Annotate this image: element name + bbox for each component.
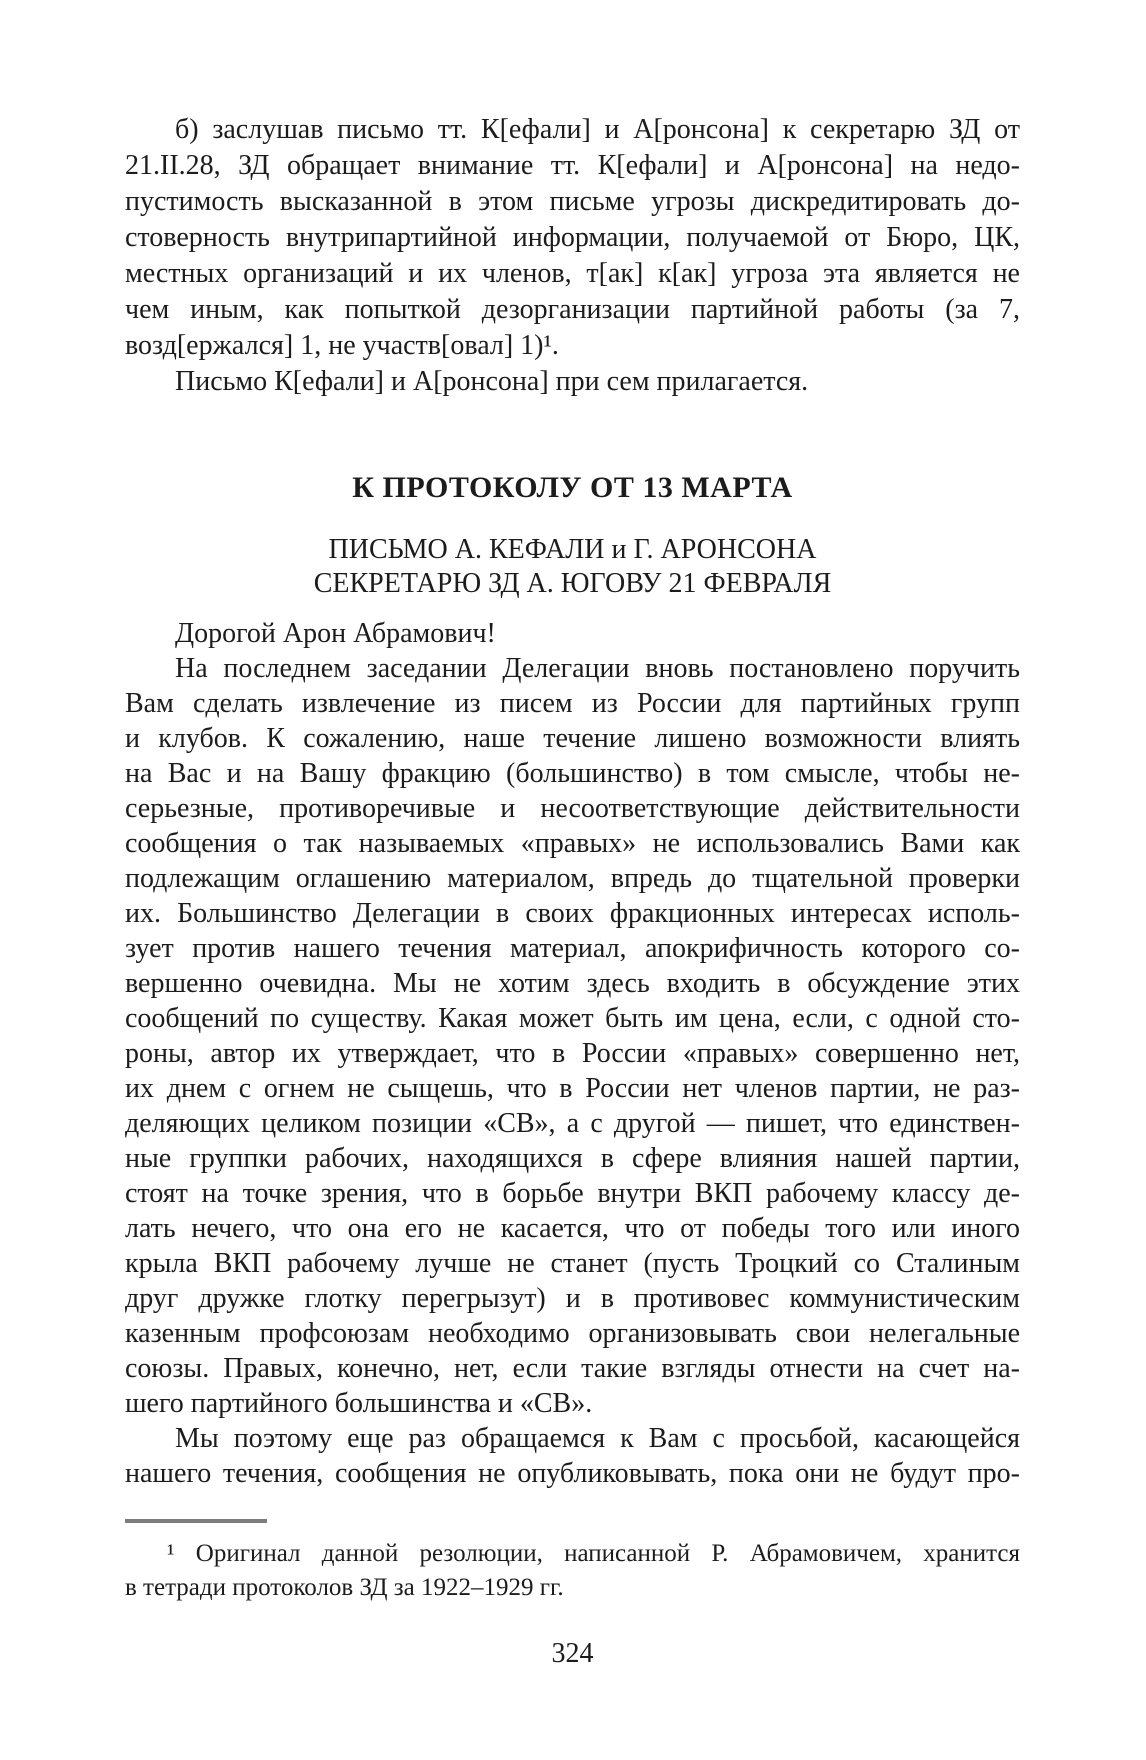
text-line: сообщения о так называемых «правых» не использовались Вами как (125, 828, 1020, 859)
text-line: стоят на точке зрения, что в борьбе внутри ВКП рабочему классу де- (125, 1178, 1020, 1209)
text-line: 21.II.28, ЗД обращает внимание тт. К[ефали] и А[ронсона] на недо- (125, 150, 1020, 181)
page-number: 324 (551, 1638, 594, 1669)
letter-body (125, 616, 1020, 1491)
text-line: чем иным, как попыткой дезорганизации партийной работы (за 7, (125, 294, 1020, 325)
text-line: стоверность внутрипартийной информации, получаемой от Бюро, ЦК, (125, 222, 1020, 253)
text-line: их днем с огнем не сыщешь, что в России нет членов партии, не раз- (125, 1073, 1020, 1104)
text-column (125, 112, 1020, 1671)
text-line: возд[ержался] 1, не участв[овал] 1)¹. (125, 330, 559, 361)
text-line: Дорогой Арон Абрамович! (175, 618, 496, 649)
text-line: Мы поэтому еще раз обращаемся к Вам с просьбой, касающейся (175, 1423, 1020, 1454)
text-line: крыла ВКП рабочему лучше не станет (пусть Троцкий со Сталиным (125, 1248, 1020, 1279)
text-line: Письмо К[ефали] и А[ронсона] при сем прилагается. (175, 366, 809, 397)
text-line: их. Большинство Делегации в своих фракционных интересах исполь- (125, 898, 1020, 929)
text-line: местных организаций и их членов, т[ак] к[ак] угроза эта является не (125, 258, 1020, 289)
footnote (125, 1537, 1020, 1605)
text-line: нашего течения, сообщения не опубликовывать, пока они не будут про- (125, 1458, 1020, 1489)
subheading-line: ПИСЬМО А. КЕФАЛИ и Г. АРОНСОНА (328, 534, 817, 565)
text-line: ¹ Оригинал данной резолюции, написанной Р. Абрамовичем, хранится (167, 1540, 1020, 1567)
text-line: пустимость высказанной в этом письме угрозы дискредитировать до- (125, 186, 1020, 217)
text-line: друг дружке глотку перегрызут) и в противовес коммунистическим (125, 1283, 1020, 1314)
text-line: ные группки рабочих, находящихся в сфере влияния нашей партии, (125, 1143, 1020, 1174)
text-line: Вам сделать извлечение из писем из России для партийных групп (125, 688, 1020, 719)
text-line: серьезные, противоречивые и несоответствующие действительности (125, 793, 1020, 824)
text-line: казенным профсоюзам необходимо организовывать свои нелегальные (125, 1318, 1020, 1349)
letter-subheading (125, 533, 1020, 601)
text-line: подлежащим оглашению материалом, впредь до тщательной проверки (125, 863, 1020, 894)
text-line: союзы. Правых, конечно, нет, если такие взгляды отнести на счет на- (125, 1353, 1020, 1384)
text-line: роны, автор их утверждает, что в России «правых» совершенно нет, (125, 1038, 1020, 1069)
text-line: лать нечего, что она его не касается, что от победы того или иного (125, 1213, 1020, 1244)
text-line: На последнем заседании Делегации вновь постановлено поручить (175, 653, 1020, 684)
resolution-paragraph (125, 112, 1020, 400)
text-line: вершенно очевидна. Мы не хотим здесь входить в обсуждение этих (125, 968, 1020, 999)
subheading-line: СЕКРЕТАРЮ ЗД А. ЮГОВУ 21 ФЕВРАЛЯ (313, 568, 832, 599)
section-heading: К ПРОТОКОЛУ ОТ 13 МАРТА (352, 471, 793, 504)
footnote-rule (125, 1519, 267, 1523)
text-line: деляющих целиком позиции «СВ», а с другой — пишет, что единствен- (125, 1108, 1020, 1139)
text-line: сообщений по существу. Какая может быть им цена, если, с одной сто- (125, 1003, 1020, 1034)
text-line: шего партийного большинства и «СВ». (125, 1388, 593, 1419)
text-line: и клубов. К сожалению, наше течение лишено возможности влиять (125, 723, 1020, 754)
text-line: б) заслушав письмо тт. К[ефали] и А[ронсона] к секретарю ЗД от (175, 114, 1020, 145)
text-line: в тетради протоколов ЗД за 1922–1929 гг. (125, 1574, 564, 1601)
text-line: зует против нашего течения материал, апокрифичность которого со- (125, 933, 1020, 964)
text-line: на Вас и на Вашу фракцию (большинство) в том смысле, чтобы не- (125, 758, 1020, 789)
